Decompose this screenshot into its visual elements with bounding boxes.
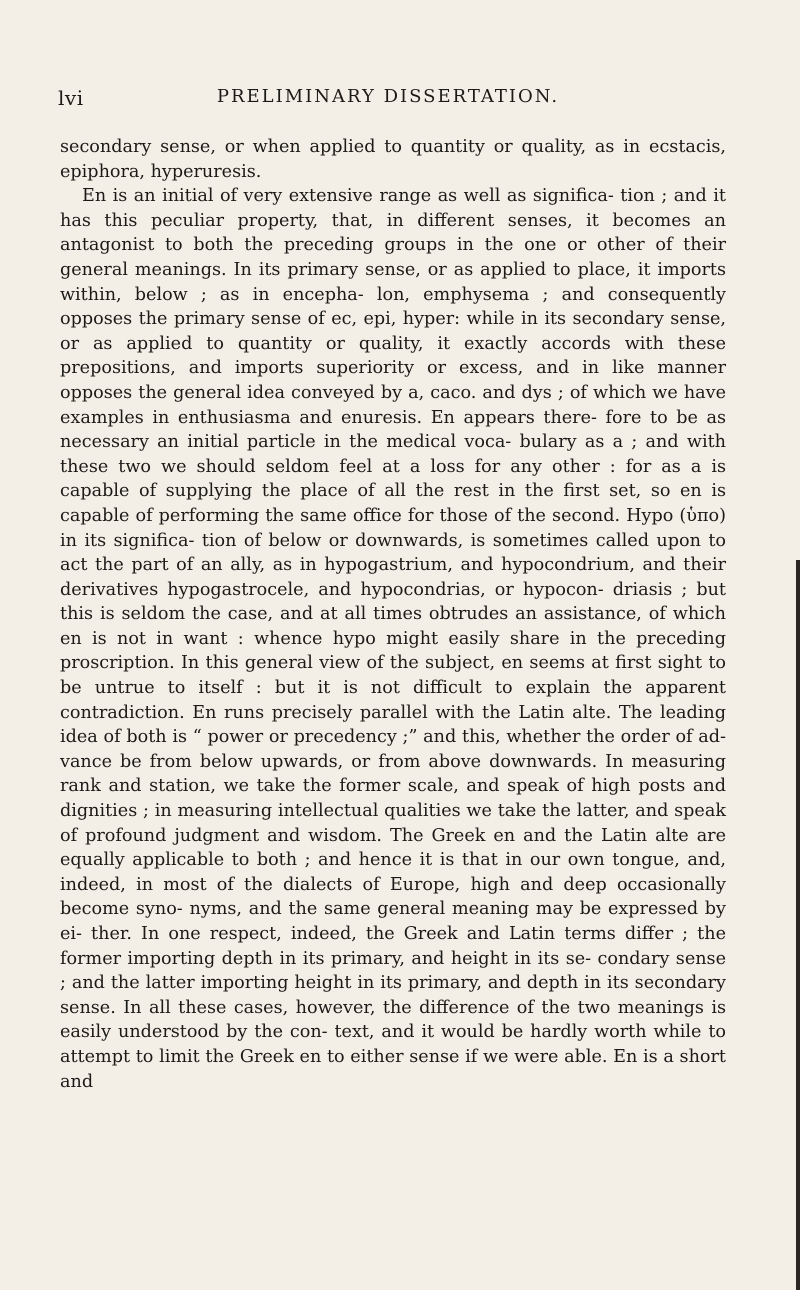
running-title: PRELIMINARY DISSERTATION. xyxy=(216,86,560,107)
page-header xyxy=(58,86,718,114)
page-number: lvi xyxy=(58,86,84,110)
paragraph-continued: secondary sense, or when applied to quantity or quality, as in ecstacis, epiphora, hyperuresis. xyxy=(60,137,726,182)
body-text xyxy=(60,135,726,1094)
page-edge-shadow xyxy=(796,560,800,1290)
paragraph-en: En is an initial of very extensive range as well as significa- tion ; and it has this peculiar property, that, in different senses, it becomes an antagonist to both the preceding groups in the one or other of their general meanings. In its primary sense, or as applied to place, it imports within, below ; as in encepha- lon, emphysema ; and consequently opposes the primary sense of ec, epi, hyper: while in its secondary sense, or as applied to quantity or quality, it exactly accords with these prepositions, and imports superiority or excess, and in like manner opposes the general idea conveyed by a, caco. and dys ; of which we have examples in enthusiasma and enuresis. En appears there- fore to be as necessary an initial particle in the medical voca- bulary as a ; and with these two we should seldom feel at a loss for any other : for as a is capable of supplying the place of all the rest in the first set, so en is capable of performing the same office for those of the second. Hypo (ὑπο) in its significa- tion of below or downwards, is sometimes called upon to act the part of an ally, as in hypogastrium, and hypocondrium, and their derivatives hypogastrocele, and hypocondrias, or hypocon- driasis ; but this is seldom the case, and at all times obtrudes an assistance, of which en is not in want : whence hypo might easily share in the preceding proscription. In this general view of the subject, en seems at first sight to be untrue to itself : but it is not difficult to explain the apparent contradiction. En runs precisely parallel with the Latin alte. The leading idea of both is “ power or precedency ;” and this, whether the order of ad- vance be from below upwards, or from above downwards. In measuring rank and station, we take the former scale, and speak of high posts and dignities ; in measuring intellectual qualities we take the latter, and speak of profound judgment and wisdom. The Greek en and the Latin alte are equally applicable to both ; and hence it is that in our own tongue, and, indeed, in most of the dialects of Europe, high and deep occasionally become syno- nyms, and the same general meaning may be expressed by ei- ther. In one respect, indeed, the Greek and Latin terms differ ; the former importing depth in its primary, and height in its se- condary sense ; and the latter importing height in its primary, and depth in its secondary sense. In all these cases, however, the difference of the two meanings is easily understood by the con- text, and it would be hardly worth while to attempt to limit the Greek en to either sense if we were able. En is a short and xyxy=(60,186,726,1092)
